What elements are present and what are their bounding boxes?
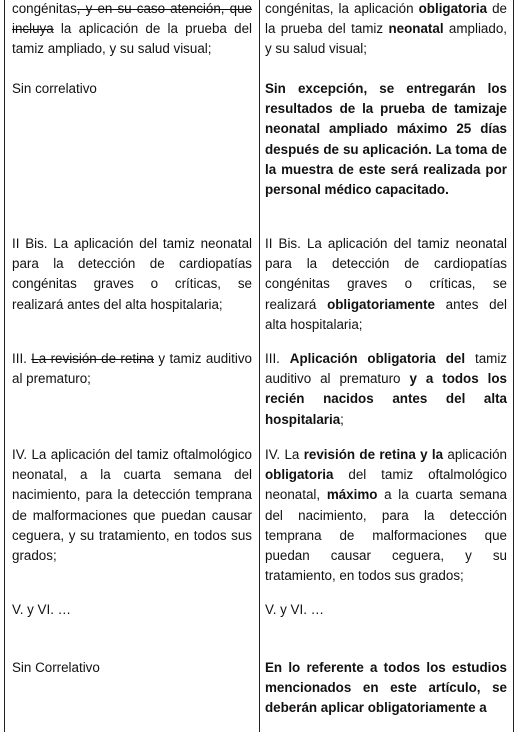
text-segment: ; [340, 411, 344, 427]
text-segment: ampliado, y su salud visual; [265, 21, 507, 57]
row-5-left [12, 445, 252, 566]
table-border-right [513, 0, 514, 732]
row-4-right [265, 349, 507, 430]
row-3-left [12, 234, 252, 315]
text-segment: V. y VI. … [12, 602, 72, 617]
bold-text: neonatal [388, 21, 444, 37]
row-6-left [12, 600, 252, 620]
bold-text: obligatoriamente [327, 296, 435, 312]
text-segment: Sin correlativo [12, 81, 97, 96]
text-segment: III. [12, 351, 32, 366]
text-segment: antes del alta hospitalaria; [265, 296, 507, 332]
row-6-right [265, 600, 507, 620]
text-segment: del tamiz oftalmológico neonatal, [265, 467, 507, 503]
bold-text: revisión de retina y la [303, 447, 444, 462]
row-7-right [265, 658, 507, 719]
text-segment: congénitas [12, 1, 77, 16]
struck-text: La revisión de retina [31, 351, 154, 366]
struck-text: , y en su caso atención, que incluya [12, 1, 252, 37]
row-5-right [265, 445, 507, 586]
bold-text: En lo referente a todos los estudios mencionados en este artículo, se deberán aplicar obligatoriamente a [265, 660, 507, 716]
text-segment: IV. La [265, 447, 304, 462]
row-1-left [12, 0, 252, 60]
row-3-right [265, 234, 507, 335]
comparison-table [4, 0, 514, 732]
text-segment: II Bis. La aplicación del tamiz neonatal para la detección de cardiopatías congénitas graves o críticas, se realizará antes del alta hospitalaria; [12, 236, 252, 312]
text-segment: congénitas, la aplicación [265, 1, 419, 16]
row-2-right [265, 79, 507, 200]
text-segment: tamiz auditivo al prematuro [265, 351, 508, 387]
text-segment: la aplicación de la prueba del tamiz ampliado, y su salud visual; [12, 21, 252, 57]
bold-text: obligatoria [418, 1, 488, 16]
text-segment: a la cuarta semana del nacimiento, para la detección temprana de malformaciones que puedan causar ceguera, y su tratamiento, en todos sus grados; [265, 487, 507, 584]
text-segment: II Bis. La aplicación del tamiz neonatal para la detección de cardiopatías congénitas graves o críticas, se realizará [265, 236, 507, 312]
table-border-left [4, 0, 5, 732]
row-4-left [12, 349, 252, 389]
text-segment: y tamiz auditivo al prematuro; [12, 351, 252, 387]
text-segment: Sin Correlativo [12, 660, 100, 675]
column-divider [259, 0, 260, 732]
bold-text: y a todos los recién nacidos antes del alta hospitalaria [265, 371, 507, 427]
text-segment: IV. La aplicación del tamiz oftalmológico neonatal, a la cuarta semana del nacimiento, para la detección temprana de malformaciones que puedan causar ceguera, y su tratamiento, en todos sus grados; [12, 447, 252, 564]
text-segment: V. y VI. … [265, 602, 325, 617]
bold-text: Sin excepción, se entregarán los resultados de la prueba de tamizaje neonatal ampliado máximo 25 días después de su aplicación. La toma de la muestra de este será realizada por personal médico capacitado. [265, 81, 507, 198]
bold-text: Aplicación obligatoria del [289, 351, 466, 366]
row-2-left [12, 79, 252, 99]
text-segment: III. [265, 351, 290, 366]
text-segment: aplicación [443, 447, 507, 462]
bold-text: máximo [326, 487, 378, 503]
row-7-left [12, 658, 252, 678]
bold-text: obligatoria [265, 467, 334, 483]
text-segment: de la prueba del tamiz [265, 1, 508, 37]
row-1-right [265, 0, 507, 60]
